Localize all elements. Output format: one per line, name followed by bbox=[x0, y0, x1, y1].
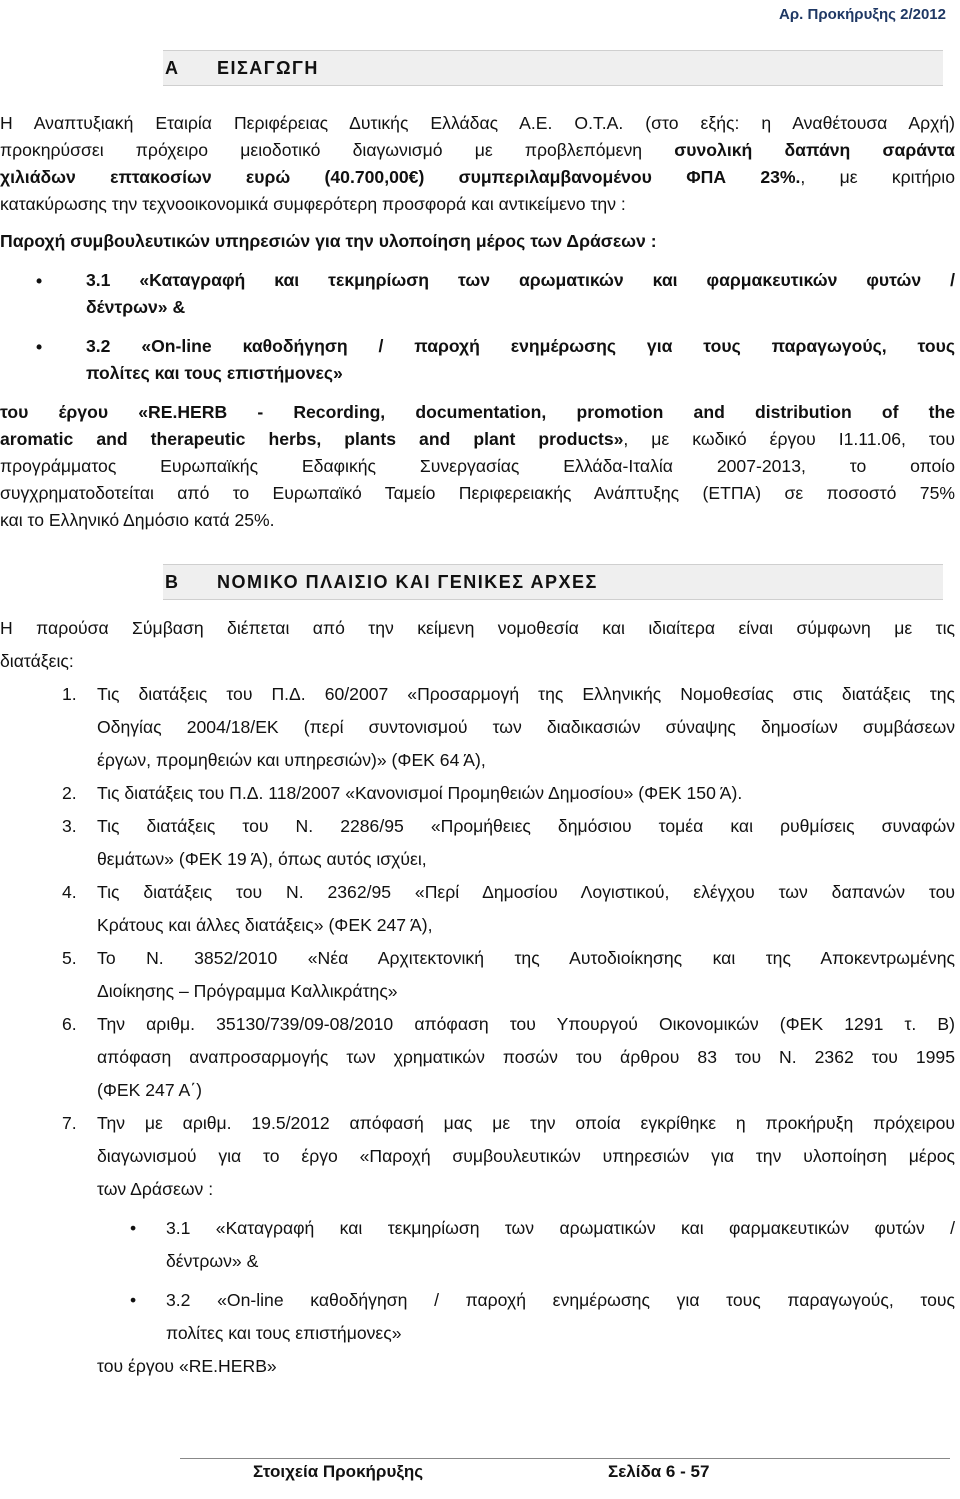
bullet-line: 3.2 «On-line καθοδήγηση / παροχή ενημέρωσης για τους παραγωγούς, τους bbox=[86, 336, 955, 356]
list-item-line: Τις διατάξεις του Π.Δ. 60/2007 «Προσαρμογή της Ελληνικής Νομοθεσίας στις διατάξεις της bbox=[97, 684, 955, 704]
section-a-title: ΕΙΣΑΓΩΓΗ bbox=[217, 58, 319, 78]
bullet-line: 3.1 «Καταγραφή και τεκμηρίωση των αρωματικών και φαρμακευτικών φυτών / bbox=[86, 270, 955, 290]
list-item-line: Την με αριθμ. 19.5/2012 απόφασή μας με την οποία εγκρίθηκε η προκήρυξη πρόχειρου bbox=[97, 1113, 955, 1133]
sub-bullet bbox=[0, 1212, 955, 1278]
list-item-line: απόφαση αναπροσαρμογής των χρηματικών ποσών του άρθρου 83 του Ν. 2362 του 1995 bbox=[97, 1047, 955, 1067]
list-number: 2. bbox=[62, 783, 77, 803]
bullet-line: δέντρων» & bbox=[166, 1251, 259, 1271]
list-item-line: Τις διατάξεις του Ν. 2362/95 «Περί Δημοσίου Λογιστικού, ελέγχου των δαπανών του bbox=[97, 882, 955, 902]
legal-list bbox=[0, 678, 955, 1206]
intro-line: Η Αναπτυξιακή Εταιρία Περιφέρειας Δυτικής Ελλάδας Α.Ε. Ο.Τ.Α. (στο εξής: η Αναθέτουσα Αρχή) bbox=[0, 113, 955, 133]
list-item-line: Τις διατάξεις του Π.Δ. 118/2007 «Κανονισμοί Προμηθειών Δημοσίου» (ΦΕΚ 150 Ά). bbox=[97, 783, 743, 803]
intro-line: κατακύρωσης την τεχνοοικονομικά συμφερότερη προσφορά και αντικείμενο την : bbox=[0, 194, 626, 214]
bullet-icon: • bbox=[36, 337, 43, 357]
legal-list-item bbox=[0, 678, 955, 777]
footer-divider bbox=[180, 1458, 950, 1459]
section-b-heading bbox=[163, 564, 943, 600]
list-item-line: θεμάτων» (ΦΕΚ 19 Ά), όπως αυτός ισχύει, bbox=[97, 849, 427, 869]
intro-line bbox=[0, 164, 955, 191]
list-item-line: έργων, προμηθειών και υπηρεσιών)» (ΦΕΚ 64 Ά), bbox=[97, 750, 486, 770]
footer-title: Στοιχεία Προκήρυξης bbox=[253, 1462, 424, 1481]
bullet-line: 3.1 «Καταγραφή και τεκμηρίωση των αρωματικών και φαρμακευτικών φυτών / bbox=[166, 1218, 955, 1238]
section-a-letter: Α bbox=[165, 58, 180, 78]
intro-line bbox=[0, 137, 955, 164]
list-item-line: Οδηγίας 2004/18/ΕΚ (περί συντονισμού των διαδικασιών σύναψης δημοσίων συμβάσεων bbox=[97, 717, 955, 737]
page-number: Σελίδα 6 - 57 bbox=[608, 1462, 710, 1481]
project-title: aromatic and therapeutic herbs, plants and plant products» bbox=[0, 429, 624, 449]
list-number: 4. bbox=[62, 882, 77, 902]
legal-list-item bbox=[0, 942, 955, 1008]
legal-list-item bbox=[0, 876, 955, 942]
list-item-line: διαγωνισμού για το έργο «Παροχή συμβουλευτικών υπηρεσιών για την υλοποίηση μέρος bbox=[97, 1146, 955, 1166]
project-line: του έργου «RE.HERB - Recording, documentation, promotion and distribution of the bbox=[0, 402, 955, 422]
project-line: συγχρηματοδοτείται από το Ευρωπαϊκό Ταμείο Περιφερειακής Ανάπτυξης (ΕΤΠΑ) σε ποσοστό 75% bbox=[0, 483, 955, 503]
project-line: και το Ελληνικό Δημόσιο κατά 25%. bbox=[0, 510, 275, 530]
project-paragraph bbox=[0, 399, 955, 534]
legal-list-item bbox=[0, 1107, 955, 1206]
bullet-line: 3.2 «On-line καθοδήγηση / παροχή ενημέρωσης για τους παραγωγούς, τους bbox=[166, 1290, 955, 1310]
intro-text: προκηρύσσει πρόχειρο μειοδοτικό διαγωνισμό με προβλεπόμενη bbox=[0, 140, 675, 160]
project-line: προγράμματος Ευρωπαϊκής Εδαφικής Συνεργασίας Ελλάδα-Ιταλία 2007-2013, το οποίο bbox=[0, 456, 955, 476]
legal-list-item bbox=[0, 1008, 955, 1107]
bullet-line: δέντρων» & bbox=[86, 297, 186, 317]
bullet-line: πολίτες και τους επιστήμονες» bbox=[166, 1323, 402, 1343]
list-item-line: των Δράσεων : bbox=[97, 1179, 214, 1199]
list-item-line: Κράτους και άλλες διατάξεις» (ΦΕΚ 247 Ά), bbox=[97, 915, 433, 935]
list-number: 5. bbox=[62, 948, 77, 968]
total-cost-text: συνολική δαπάνη σαράντα bbox=[674, 140, 955, 160]
list-item-line: Την αριθμ. 35130/739/09-08/2010 απόφαση του Υπουργού Οικονομικών (ΦΕΚ 1291 τ. Β) bbox=[97, 1014, 955, 1034]
list-item-line: Το Ν. 3852/2010 «Νέα Αρχιτεκτονική της Αυτοδιοίκησης και της Αποκεντρωμένης bbox=[97, 948, 955, 968]
intro-section bbox=[0, 110, 955, 534]
list-item-line: Διοίκησης – Πρόγραμμα Καλλικράτης» bbox=[97, 981, 398, 1001]
section-b-title: ΝΟΜΙΚΟ ΠΛΑΙΣΙΟ ΚΑΙ ΓΕΝΙΚΕΣ ΑΡΧΕΣ bbox=[217, 572, 598, 592]
intro-text: , με κριτήριο bbox=[800, 167, 955, 187]
action-bullet bbox=[0, 267, 955, 321]
list-number: 6. bbox=[62, 1014, 77, 1034]
legal-intro-line: διατάξεις: bbox=[0, 651, 74, 671]
bullet-icon: • bbox=[130, 1290, 137, 1310]
list-number: 1. bbox=[62, 684, 77, 704]
bullet-icon: • bbox=[36, 271, 43, 291]
section-b-letter: Β bbox=[165, 572, 180, 592]
subject-title: Παροχή συμβουλευτικών υπηρεσιών για την υλοποίηση μέρος των Δράσεων : bbox=[0, 231, 657, 251]
action-bullet bbox=[0, 333, 955, 387]
sub-bullet bbox=[0, 1284, 955, 1350]
project-code: , με κωδικό έργου I1.11.06, του bbox=[623, 429, 955, 449]
list-item-line: Τις διατάξεις του Ν. 2286/95 «Προμήθειες δημόσιου τομέα και ρυθμίσεις συναφών bbox=[97, 816, 955, 836]
list-item-line: (ΦΕΚ 247 Α΄) bbox=[97, 1080, 202, 1100]
legal-framework-section bbox=[0, 612, 955, 1383]
list-number: 3. bbox=[62, 816, 77, 836]
closing-line: του έργου «RE.HERB» bbox=[97, 1356, 277, 1376]
legal-intro-line: Η παρούσα Σύμβαση διέπεται από την κείμενη νομοθεσία και ιδιαίτερα είναι σύμφωνη με τις bbox=[0, 618, 955, 638]
project-line bbox=[0, 426, 955, 453]
legal-list-item bbox=[0, 777, 955, 810]
section-a-heading bbox=[163, 50, 943, 86]
document-header: Αρ. Προκήρυξης 2/2012 bbox=[779, 6, 946, 23]
list-number: 7. bbox=[62, 1113, 77, 1133]
bullet-line: πολίτες και τους επιστήμονες» bbox=[86, 363, 343, 383]
legal-list-item bbox=[0, 810, 955, 876]
total-cost-amount: χιλιάδων επτακοσίων ευρώ (40.700,00€) συμπεριλαμβανομένου ΦΠΑ 23%. bbox=[0, 167, 801, 187]
bullet-icon: • bbox=[130, 1218, 137, 1238]
